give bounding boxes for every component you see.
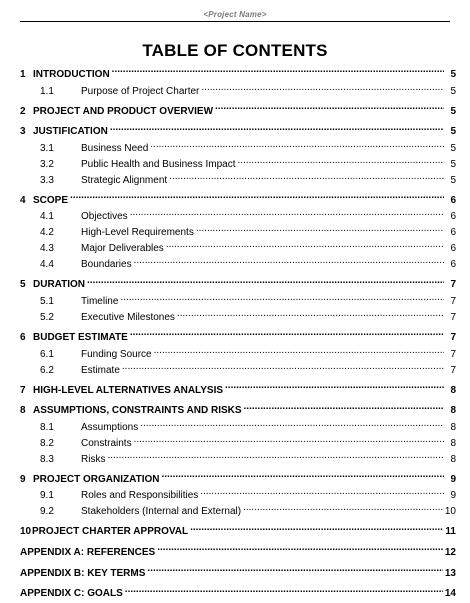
toc-entry[interactable]	[20, 383, 456, 400]
dot-leader	[196, 225, 444, 235]
dot-leader	[134, 257, 444, 267]
toc-page-number: 8	[450, 437, 456, 449]
dot-leader	[200, 488, 444, 498]
toc-entry[interactable]	[20, 545, 456, 562]
toc-entry-title: APPENDIX B: KEY TERMS	[20, 567, 146, 579]
toc-entry-title: Estimate	[81, 364, 120, 376]
toc-entry-number: 9.1	[40, 490, 54, 502]
toc-entry-title: Strategic Alignment	[81, 174, 168, 186]
dot-leader	[243, 504, 443, 514]
toc-entry-title: HIGH-LEVEL ALTERNATIVES ANALYSIS	[33, 384, 224, 396]
toc-entry-title: INTRODUCTION	[33, 69, 110, 80]
toc-entry[interactable]	[20, 277, 456, 294]
dot-leader	[70, 193, 444, 203]
dot-leader	[201, 84, 444, 94]
toc-entry-title: Funding Source	[81, 348, 152, 360]
toc-entry-title: Constraints	[81, 437, 132, 449]
toc-entry-title: APPENDIX C: GOALS	[20, 588, 123, 600]
toc-entry-number: 5	[20, 279, 26, 291]
toc-entry[interactable]	[20, 124, 456, 141]
dot-leader	[150, 141, 444, 151]
dot-leader	[190, 524, 443, 534]
dot-leader	[169, 173, 444, 183]
toc-subentry[interactable]	[20, 436, 456, 452]
toc-entry-number: 1	[20, 69, 26, 80]
toc-entry-number: 6.2	[40, 364, 54, 376]
toc-entry[interactable]	[20, 586, 456, 603]
dot-leader	[157, 545, 443, 555]
toc-subentry[interactable]	[20, 157, 456, 173]
table-of-contents	[20, 67, 456, 603]
dot-leader	[154, 347, 444, 357]
toc-entry[interactable]	[20, 403, 456, 420]
toc-subentry[interactable]	[20, 310, 456, 326]
page-title: TABLE OF CONTENTS	[142, 41, 328, 60]
toc-page-number: 8	[450, 421, 456, 433]
toc-page-number: 7	[450, 348, 456, 360]
toc-subentry[interactable]	[20, 347, 456, 363]
toc-entry-title: Risks	[81, 453, 106, 465]
dot-leader	[215, 104, 444, 114]
toc-entry-title: Business Need	[81, 142, 149, 154]
dot-leader	[120, 294, 444, 304]
toc-entry[interactable]	[20, 104, 456, 121]
toc-entry-number: 8.2	[40, 437, 54, 449]
toc-page-number: 5	[450, 69, 456, 80]
toc-page-number: 10	[444, 506, 456, 518]
toc-page-number: 12	[444, 546, 456, 558]
toc-entry-title: DURATION	[33, 279, 86, 291]
dot-leader	[161, 472, 444, 482]
dot-leader	[130, 209, 444, 219]
dot-leader	[166, 241, 444, 251]
toc-subentry[interactable]	[20, 420, 456, 436]
dot-leader	[110, 124, 444, 134]
toc-subentry[interactable]	[20, 452, 456, 468]
toc-subentry[interactable]	[20, 84, 456, 100]
toc-entry-number: 6	[20, 331, 26, 343]
dot-leader	[130, 330, 444, 340]
toc-entry-number: 6.1	[40, 348, 54, 360]
dot-leader	[225, 383, 444, 393]
toc-entry-number: 4	[20, 194, 26, 206]
toc-subentry[interactable]	[20, 141, 456, 157]
header-rule	[20, 21, 450, 22]
toc-entry-number: 3.3	[40, 174, 54, 186]
toc-entry[interactable]	[20, 67, 456, 84]
toc-page-number: 7	[450, 295, 456, 307]
toc-subentry[interactable]	[20, 488, 456, 504]
toc-page-number: 7	[450, 311, 456, 323]
toc-entry-title: High-Level Requirements	[81, 227, 194, 239]
toc-page-number: 7	[450, 331, 456, 343]
running-header-project-name: <Project Name>	[203, 10, 267, 19]
toc-subentry[interactable]	[20, 257, 456, 273]
toc-entry-number: 3.2	[40, 158, 54, 170]
toc-entry-number: 2	[20, 105, 26, 117]
toc-entry-number: 4.3	[40, 243, 54, 255]
toc-page-number: 14	[444, 588, 456, 600]
toc-entry-title: Timeline	[81, 295, 119, 307]
toc-entry-number: 1.1	[40, 85, 54, 97]
toc-page-number: 11	[445, 526, 456, 538]
toc-entry-number: 4.4	[40, 259, 54, 271]
toc-subentry[interactable]	[20, 294, 456, 310]
toc-page-number: 5	[450, 158, 456, 170]
toc-entry-title: Stakeholders (Internal and External)	[81, 506, 242, 518]
toc-page-number: 13	[444, 567, 456, 579]
toc-entry-number: 9	[20, 473, 26, 485]
toc-entry-title: Roles and Responsibilities	[81, 490, 199, 502]
toc-entry[interactable]	[20, 330, 456, 347]
dot-leader	[107, 452, 444, 462]
dot-leader	[87, 277, 444, 287]
toc-entry-title: Major Deliverables	[81, 243, 164, 255]
toc-entry[interactable]	[20, 472, 456, 489]
toc-page-number: 6	[450, 243, 456, 255]
toc-page-number: 6	[450, 259, 456, 271]
toc-page-number: 6	[450, 211, 456, 223]
toc-page-number: 7	[450, 364, 456, 376]
toc-page-number: 9	[450, 490, 456, 502]
toc-entry-title: Boundaries	[81, 259, 132, 271]
toc-entry[interactable]	[20, 524, 456, 541]
toc-page-number: 5	[450, 105, 456, 117]
toc-page-number: 8	[450, 384, 456, 396]
toc-page-number: 6	[450, 194, 456, 206]
toc-entry-number: 9.2	[40, 506, 54, 518]
dot-leader	[112, 67, 444, 77]
toc-page-number: 5	[450, 85, 456, 97]
toc-subentry[interactable]	[20, 209, 456, 225]
toc-page-number: 7	[450, 279, 456, 291]
toc-entry-number: 8	[20, 405, 26, 417]
dot-leader	[244, 403, 444, 413]
toc-entry-title: PROJECT AND PRODUCT OVERVIEW	[33, 105, 214, 117]
toc-entry-number: 8.1	[40, 421, 54, 433]
dot-leader	[140, 420, 444, 430]
toc-entry-title: ASSUMPTIONS, CONSTRAINTS AND RISKS	[33, 405, 242, 417]
toc-entry-number: 8.3	[40, 453, 54, 465]
toc-page-number: 6	[450, 227, 456, 239]
toc-entry-number: 3	[20, 126, 26, 138]
dot-leader	[238, 157, 444, 167]
toc-entry-title: PROJECT ORGANIZATION	[33, 473, 160, 485]
toc-page-number: 8	[450, 405, 456, 417]
toc-entry-title: Executive Milestones	[81, 311, 175, 323]
toc-subentry[interactable]	[20, 363, 456, 379]
toc-entry-title: Assumptions	[81, 421, 139, 433]
toc-entry-number: 4.2	[40, 227, 54, 239]
toc-entry-title: APPENDIX A: REFERENCES	[20, 546, 156, 558]
toc-subentry[interactable]	[20, 241, 456, 257]
toc-entry-number: 7	[20, 384, 26, 396]
toc-entry-title: Objectives	[81, 211, 128, 223]
toc-entry-title: PROJECT CHARTER APPROVAL	[32, 526, 189, 538]
toc-page-number: 5	[450, 142, 456, 154]
toc-page-number: 8	[450, 453, 456, 465]
toc-entry-number: 10	[20, 526, 32, 538]
toc-subentry[interactable]	[20, 504, 456, 520]
dot-leader	[122, 363, 444, 373]
toc-entry[interactable]	[20, 566, 456, 583]
toc-entry-number: 5.2	[40, 311, 54, 323]
toc-entry-number: 3.1	[40, 142, 54, 154]
toc-entry-title: JUSTIFICATION	[33, 126, 108, 138]
toc-entry-title: SCOPE	[33, 194, 69, 206]
toc-entry-title: Purpose of Project Charter	[81, 85, 200, 97]
toc-entry-title: BUDGET ESTIMATE	[33, 331, 128, 343]
dot-leader	[147, 566, 442, 576]
toc-page-number: 9	[450, 473, 456, 485]
dot-leader	[177, 310, 444, 320]
toc-subentry[interactable]	[20, 173, 456, 189]
toc-page-number: 5	[450, 126, 456, 138]
toc-entry[interactable]	[20, 193, 456, 210]
toc-page-number: 5	[450, 174, 456, 186]
dot-leader	[134, 436, 444, 446]
toc-entry-title: Public Health and Business Impact	[81, 158, 236, 170]
toc-subentry[interactable]	[20, 225, 456, 241]
toc-entry-number: 4.1	[40, 211, 54, 223]
toc-entry-number: 5.1	[40, 295, 54, 307]
